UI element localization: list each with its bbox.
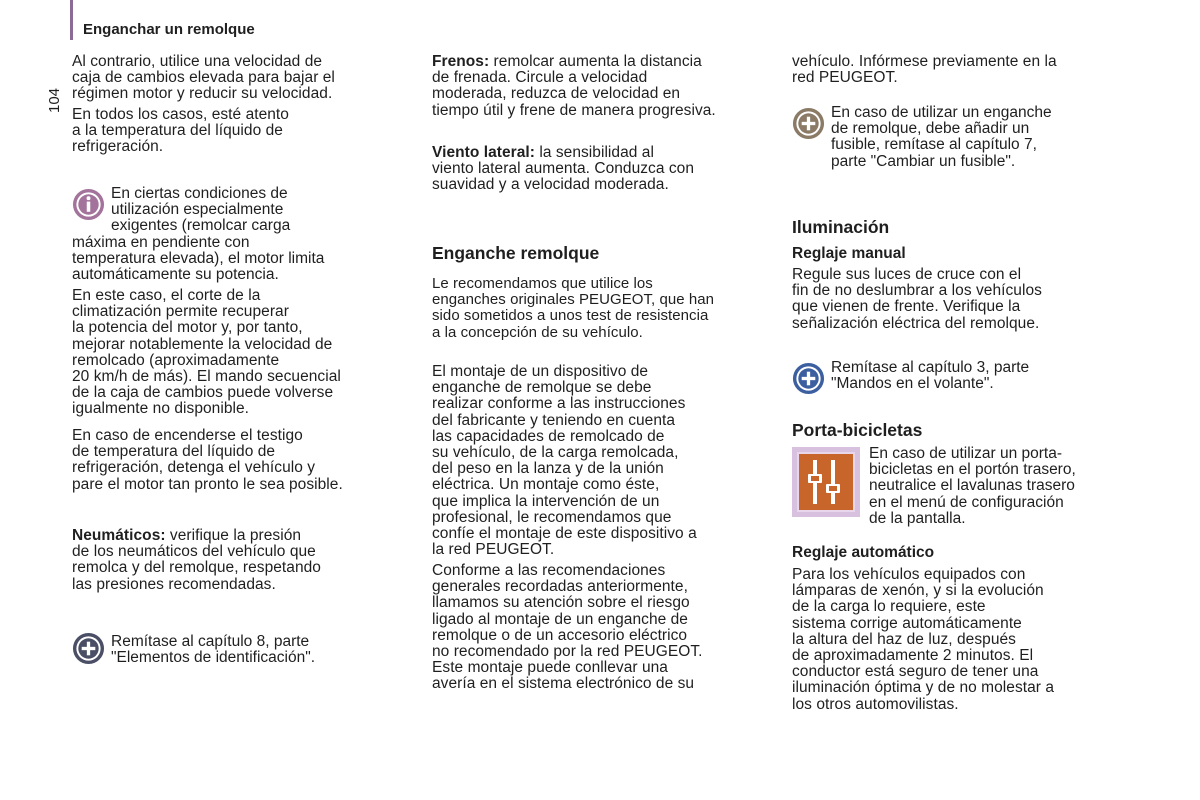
paragraph-tyres xyxy=(72,528,412,593)
page-header-title: Enganchar un remolque xyxy=(83,21,255,38)
header-accent-bar xyxy=(70,0,73,40)
plus-reference-icon xyxy=(72,632,105,665)
section-title-bike-carrier: Porta-bicicletas xyxy=(792,420,923,440)
tyres-label: Neumáticos: xyxy=(72,527,166,544)
paragraph-bike-carrier: En caso de utilizar un porta- bicicletas en el portón trasero, neutralice el lavalunas trasero en el menú de configuración de la pantalla. xyxy=(869,445,1076,527)
info-note-indented: En ciertas condiciones de utilización especialmente exigentes (remolcar carga xyxy=(111,185,291,235)
controls-note: Remítase al capítulo 3, parte "Mandos en el volante". xyxy=(831,359,1030,393)
reference-note-identification: Remítase al capítulo 8, parte "Elementos de identificación". xyxy=(111,633,316,667)
brakes-label: Frenos: xyxy=(432,53,490,70)
bike-carrier-settings-icon xyxy=(792,447,860,517)
paragraph-side-wind xyxy=(432,145,772,194)
info-note-text: máxima en pendiente con temperatura elevada), el motor limita automáticamente su potencia. xyxy=(72,234,325,284)
paragraph-brakes xyxy=(432,54,772,119)
brakes-text: remolcar aumenta la distancia de frenada. Circule a velocidad moderada, reduzca de velocidad en tiempo útil y frene de manera progresiva. xyxy=(432,53,716,119)
wind-text: la sensibilidad al viento lateral aumenta. Conduzca con suavidad y a velocidad moderada. xyxy=(432,144,695,194)
paragraph-automatic-adjustment: Para los vehículos equipados con lámparas de xenón, y si la evolución de la carga lo requiere, este sistema corrige automáticamente la altura del haz de luz, después de aproximadamente 2 minutos. El conductor está seguro de tener una iluminación óptima y de no molestar a los otros automovilistas. xyxy=(792,566,1055,713)
paragraph-manual-adjustment: Regule sus luces de cruce con el fin de no deslumbrar a los vehículos que vienen de frente. Verifique la señalización eléctrica del remolque. xyxy=(792,266,1042,332)
plus-reference-icon xyxy=(792,107,825,140)
paragraph-climate-cut: En este caso, el corte de la climatización permite recuperar la potencia del motor y, por tanto, mejorar notablemente la velocidad de remolcado (aproximadamente 20 km/h de más). El mando secuencial de la caja de cambios puede volverse igualmente no disponible. xyxy=(72,287,341,418)
paragraph-warning-light: En caso de encenderse el testigo de temperatura del líquido de refrigeración, detenga el vehículo y pare el motor tan pronto le sea posible. xyxy=(72,427,343,493)
info-icon xyxy=(72,188,105,221)
section-title-tow-hitch: Enganche remolque xyxy=(432,243,600,263)
section-title-lighting: Iluminación xyxy=(792,217,890,237)
paragraph-original-hitches: Le recomendamos que utilice los enganches originales PEUGEOT, que han sido sometidos a unos test de resistencia a la concepción de su vehículo. xyxy=(432,275,715,341)
paragraph-recommendations: Conforme a las recomendaciones generales recordadas anteriormente, llamamos su atención sobre el riesgo ligado al montaje de un enganche de remolque o de un accesorio eléctrico no recomendado por la red PEUGEOT. Este montaje puede conllevar una avería en el sistema electrónico de su xyxy=(432,562,703,693)
tyres-text: verifique la presión de los neumáticos del vehículo que remolca y del remolque, respetando las presiones recomendadas. xyxy=(72,527,321,593)
paragraph-coolant-attention: En todos los casos, esté atento a la temperatura del líquido de refrigeración. xyxy=(72,106,289,156)
wind-label: Viento lateral: xyxy=(432,144,535,161)
subtitle-automatic-adjustment: Reglaje automático xyxy=(792,544,935,561)
paragraph-mounting: El montaje de un dispositivo de enganche de remolque se debe realizar conforme a las instrucciones del fabricante y teniendo en cuenta las capacidades de remolcado de su vehículo, de la carga remolcada, del peso en la lanza y de la unión eléctrica. Un montaje como éste, que implica la intervención de un profesional, le recomendamos que confíe el montaje de este dispositivo a la red PEUGEOT. xyxy=(432,363,697,559)
paragraph-gear-speed: Al contrario, utilice una velocidad de caja de cambios elevada para bajar el régimen motor y reducir su velocidad. xyxy=(72,53,335,103)
subtitle-manual-adjustment: Reglaje manual xyxy=(792,245,906,262)
fuse-note: En caso de utilizar un enganche de remolque, debe añadir un fusible, remítase al capítulo 7, parte "Cambiar un fusible". xyxy=(831,104,1052,170)
plus-reference-icon xyxy=(792,362,825,395)
paragraph-continued: vehículo. Infórmese previamente en la red PEUGEOT. xyxy=(792,53,1057,87)
page-number: 104 xyxy=(46,87,64,114)
